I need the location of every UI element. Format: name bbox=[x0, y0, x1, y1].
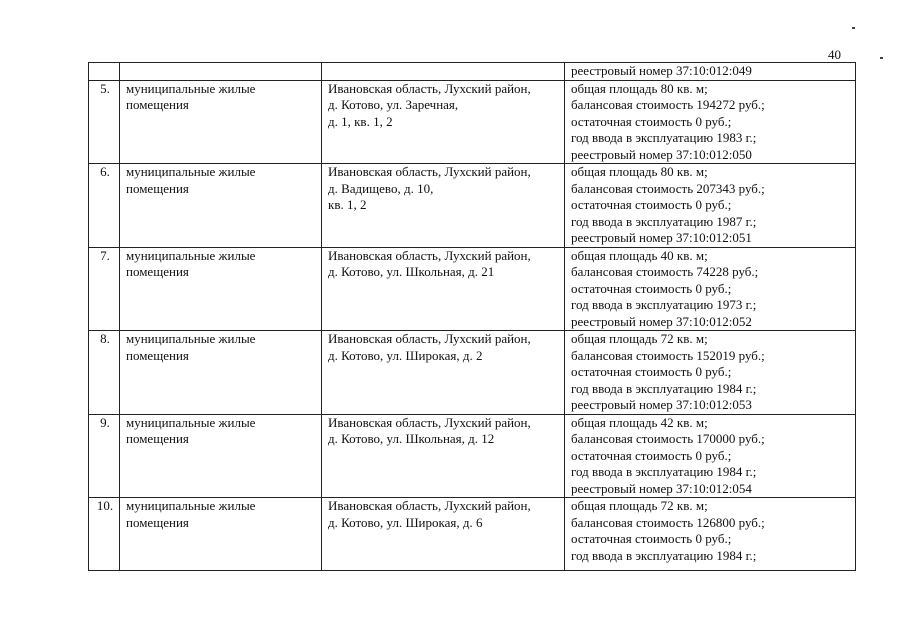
detail-line: реестровый номер 37:10:012:053 bbox=[571, 397, 752, 412]
scan-speck bbox=[880, 57, 883, 59]
address-line: Ивановская область, Лухский район, bbox=[328, 498, 531, 513]
address-cell bbox=[322, 414, 565, 498]
name-line: муниципальные жилые bbox=[126, 498, 256, 513]
address-line: Ивановская область, Лухский район, bbox=[328, 247, 531, 263]
detail-line: балансовая стоимость 152019 руб.; bbox=[571, 347, 765, 363]
name-line: помещения bbox=[126, 347, 189, 363]
details-cell bbox=[565, 498, 856, 571]
detail-line: год ввода в эксплуатацию 1984 г.; bbox=[571, 464, 757, 479]
name-line: помещения bbox=[126, 431, 189, 446]
address-line: Ивановская область, Лухский район, bbox=[328, 331, 531, 346]
detail-line: год ввода в эксплуатацию 1984 г.; bbox=[571, 380, 757, 396]
object-name-cell bbox=[120, 247, 322, 331]
address-line: Ивановская область, Лухский район, bbox=[328, 80, 531, 96]
details-cell bbox=[565, 414, 856, 498]
details-cell bbox=[565, 80, 856, 164]
detail-line: общая площадь 40 кв. м; bbox=[571, 247, 708, 263]
address-line: д. Котово, ул. Школьная, д. 12 bbox=[328, 431, 495, 446]
table-row bbox=[89, 498, 856, 571]
row-number-cell bbox=[89, 63, 120, 81]
detail-line: остаточная стоимость 0 руб.; bbox=[571, 447, 732, 463]
detail-line: остаточная стоимость 0 руб.; bbox=[571, 364, 732, 379]
name-line: муниципальные жилые bbox=[126, 414, 256, 430]
detail-line: остаточная стоимость 0 руб.; bbox=[571, 531, 732, 546]
details-cell bbox=[565, 247, 856, 331]
object-name-cell bbox=[120, 331, 322, 415]
detail-line: общая площадь 42 кв. м; bbox=[571, 414, 708, 430]
name-line: помещения bbox=[126, 97, 189, 112]
address-cell bbox=[322, 331, 565, 415]
detail-line: общая площадь 80 кв. м; bbox=[571, 164, 708, 179]
page-number: 40 bbox=[828, 47, 841, 62]
row-number-cell: 9. bbox=[89, 414, 120, 498]
table-row bbox=[89, 247, 856, 331]
object-name-cell bbox=[120, 164, 322, 248]
table-row bbox=[89, 164, 856, 248]
table-row-continued bbox=[89, 63, 856, 81]
detail-line: реестровый номер 37:10:012:050 bbox=[571, 146, 752, 162]
detail-line: год ввода в эксплуатацию 1973 г.; bbox=[571, 297, 757, 312]
detail-line: балансовая стоимость 74228 руб.; bbox=[571, 264, 759, 279]
table-row bbox=[89, 331, 856, 415]
details-cell bbox=[565, 164, 856, 248]
detail-line: общая площадь 72 кв. м; bbox=[571, 331, 708, 346]
name-line: муниципальные жилые bbox=[126, 164, 256, 179]
details-cell bbox=[565, 63, 856, 81]
object-name-cell bbox=[120, 414, 322, 498]
property-registry-table bbox=[88, 62, 856, 571]
detail-line: год ввода в эксплуатацию 1987 г.; bbox=[571, 213, 757, 229]
row-number-cell: 7. bbox=[89, 247, 120, 331]
address-line: д. Котово, ул. Школьная, д. 21 bbox=[328, 264, 495, 279]
address-line: д. 1, кв. 1, 2 bbox=[328, 113, 393, 129]
address-line: кв. 1, 2 bbox=[328, 197, 367, 212]
address-line: д. Котово, ул. Заречная, bbox=[328, 97, 459, 112]
address-cell bbox=[322, 80, 565, 164]
detail-line: остаточная стоимость 0 руб.; bbox=[571, 280, 732, 296]
row-number-cell: 5. bbox=[89, 80, 120, 164]
address-line: д. Вадищево, д. 10, bbox=[328, 180, 434, 196]
table-row bbox=[89, 80, 856, 164]
detail-line: остаточная стоимость 0 руб.; bbox=[571, 197, 732, 212]
address-cell bbox=[322, 63, 565, 81]
object-name-cell bbox=[120, 80, 322, 164]
table-row bbox=[89, 414, 856, 498]
name-line: помещения bbox=[126, 514, 189, 530]
object-name-cell bbox=[120, 63, 322, 81]
details-cell bbox=[565, 331, 856, 415]
detail-line: реестровый номер 37:10:012:052 bbox=[571, 313, 752, 329]
address-cell bbox=[322, 164, 565, 248]
address-line: Ивановская область, Лухский район, bbox=[328, 164, 531, 179]
detail-line: реестровый номер 37:10:012:049 bbox=[571, 63, 752, 78]
detail-line: остаточная стоимость 0 руб.; bbox=[571, 113, 732, 129]
detail-line: общая площадь 80 кв. м; bbox=[571, 80, 708, 96]
detail-line: реестровый номер 37:10:012:051 bbox=[571, 230, 752, 245]
name-line: муниципальные жилые bbox=[126, 247, 256, 263]
name-line: муниципальные жилые bbox=[126, 80, 256, 96]
object-name-cell bbox=[120, 498, 322, 571]
detail-line: балансовая стоимость 194272 руб.; bbox=[571, 97, 765, 112]
row-number-cell: 6. bbox=[89, 164, 120, 248]
address-line: д. Котово, ул. Широкая, д. 6 bbox=[328, 514, 483, 530]
detail-line: балансовая стоимость 126800 руб.; bbox=[571, 514, 765, 530]
address-cell bbox=[322, 498, 565, 571]
scan-speck bbox=[852, 27, 855, 29]
address-line: Ивановская область, Лухский район, bbox=[328, 414, 531, 430]
name-line: помещения bbox=[126, 264, 189, 279]
address-line: д. Котово, ул. Широкая, д. 2 bbox=[328, 347, 483, 363]
detail-line: реестровый номер 37:10:012:054 bbox=[571, 480, 752, 496]
row-number-cell: 8. bbox=[89, 331, 120, 415]
detail-line: год ввода в эксплуатацию 1984 г.; bbox=[571, 547, 757, 563]
detail-line: балансовая стоимость 170000 руб.; bbox=[571, 431, 765, 446]
name-line: помещения bbox=[126, 180, 189, 196]
detail-line: год ввода в эксплуатацию 1983 г.; bbox=[571, 130, 757, 145]
detail-line: общая площадь 72 кв. м; bbox=[571, 498, 708, 513]
detail-line: балансовая стоимость 207343 руб.; bbox=[571, 180, 765, 196]
name-line: муниципальные жилые bbox=[126, 331, 256, 346]
row-number-cell: 10. bbox=[89, 498, 120, 571]
address-cell bbox=[322, 247, 565, 331]
